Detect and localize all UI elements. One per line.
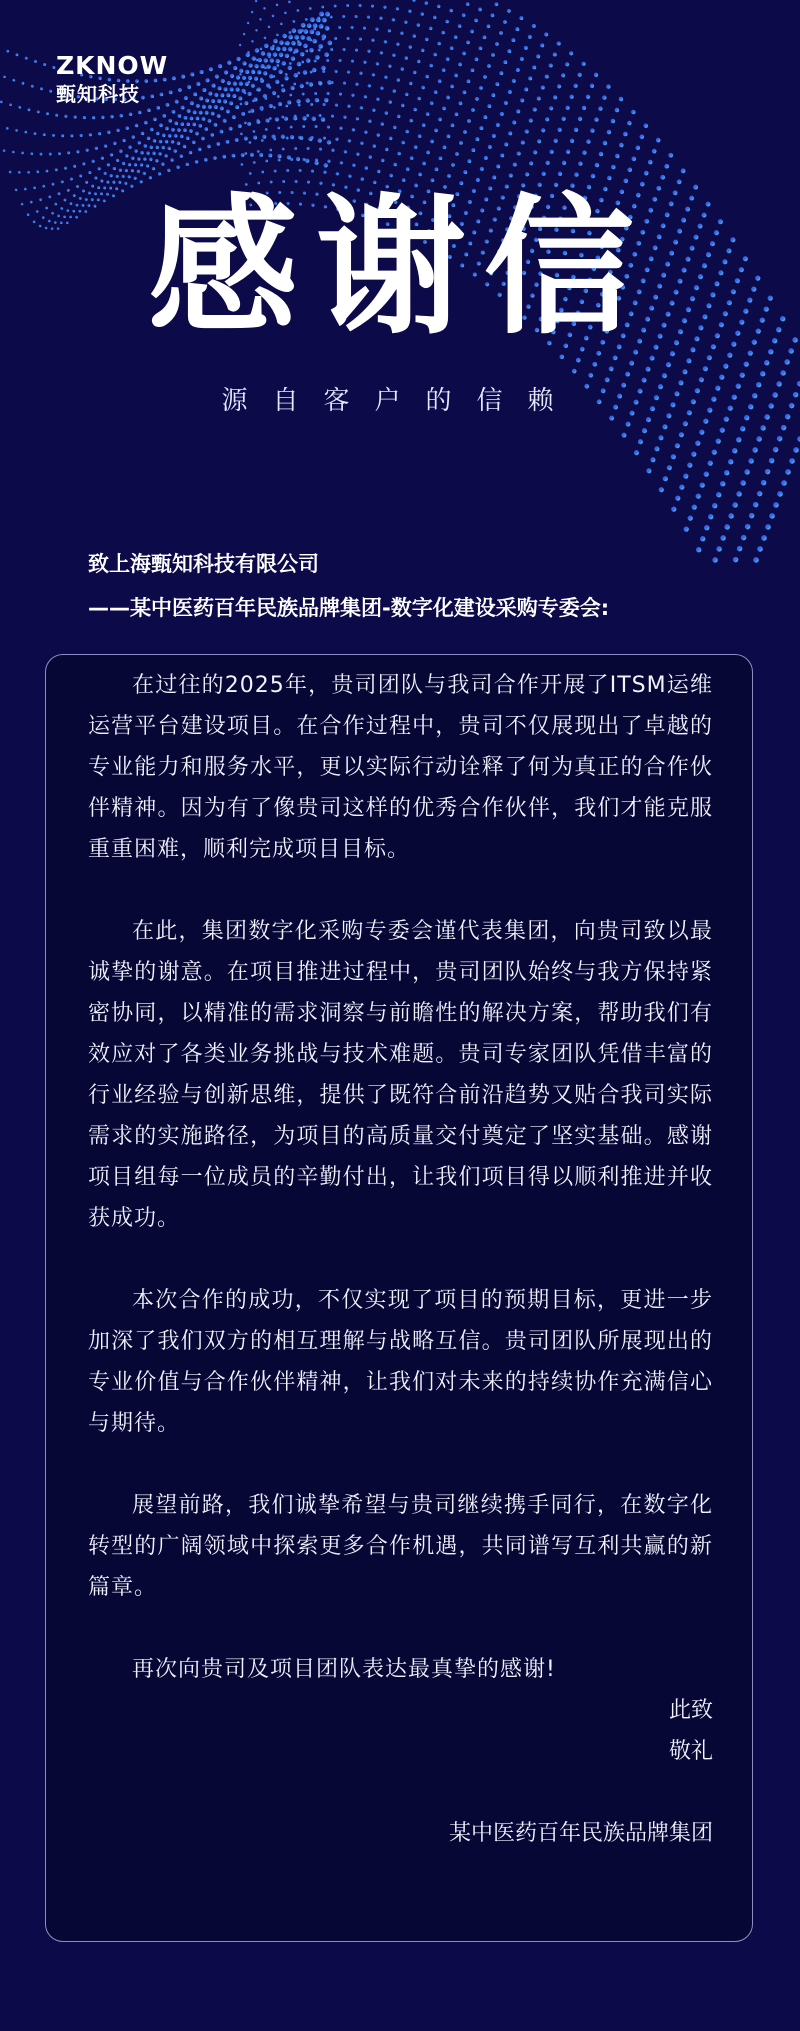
signature: 某中医药百年民族品牌集团 xyxy=(448,1821,713,1846)
sender: ——某中医药百年民族品牌集团-数字化建设采购专委会: xyxy=(88,596,610,620)
page-title: 感谢信 xyxy=(147,181,652,355)
salutation-1: 此致 xyxy=(668,1698,713,1723)
page-subtitle: 源自客户的信赖 xyxy=(221,386,579,416)
letter-paragraph: 在此，集团数字化采购专委会谨代表集团，向贵司致以最诚挚的谢意。在项目推进过程中，贵司团队始终与我方保持紧密协同，以精准的需求洞察与前瞻性的解决方案，帮助我们有效应对了各类业务挑战与技术难题。贵司专家团队凭借丰富的行业经验与创新思维，提供了既符合前沿趋势又贴合我司实际需求的实施路径，为项目的高质量交付奠定了坚实基础。感谢项目组每一位成员的辛勤付出，让我们项目得以顺利推进并收获成功。 xyxy=(88,919,713,1231)
letter-paragraph: 展望前路，我们诚挚希望与贵司继续携手同行，在数字化转型的广阔领域中探索更多合作机遇，共同谱写互利共赢的新篇章。 xyxy=(88,1493,713,1600)
logo-subtitle: 甄知科技 xyxy=(56,82,140,106)
letter-paragraph: 本次合作的成功，不仅实现了项目的预期目标，更进一步加深了我们双方的相互理解与战略互信。贵司团队所展现出的专业价值与合作伙伴精神，让我们对未来的持续协作充满信心与期待。 xyxy=(88,1288,713,1436)
letter-address xyxy=(88,542,768,630)
letter-body xyxy=(88,665,713,1854)
salutation-2: 敬礼 xyxy=(668,1739,713,1764)
logo-mark: ZKNOW xyxy=(56,51,169,80)
letter-closing: 再次向贵司及项目团队表达最真挚的感谢! xyxy=(132,1657,556,1682)
letter-paragraph: 在过往的2025年，贵司团队与我司合作开展了ITSM运维运营平台建设项目。在合作过程中，贵司不仅展现出了卓越的专业能力和服务水平，更以实际行动诠释了何为真正的合作伙伴精神。因为有了像贵司这样的优秀合作伙伴，我们才能克服重重困难，顺利完成项目目标。 xyxy=(88,673,713,862)
brand-logo xyxy=(56,52,206,108)
recipient: 致上海甄知科技有限公司 xyxy=(88,552,319,576)
